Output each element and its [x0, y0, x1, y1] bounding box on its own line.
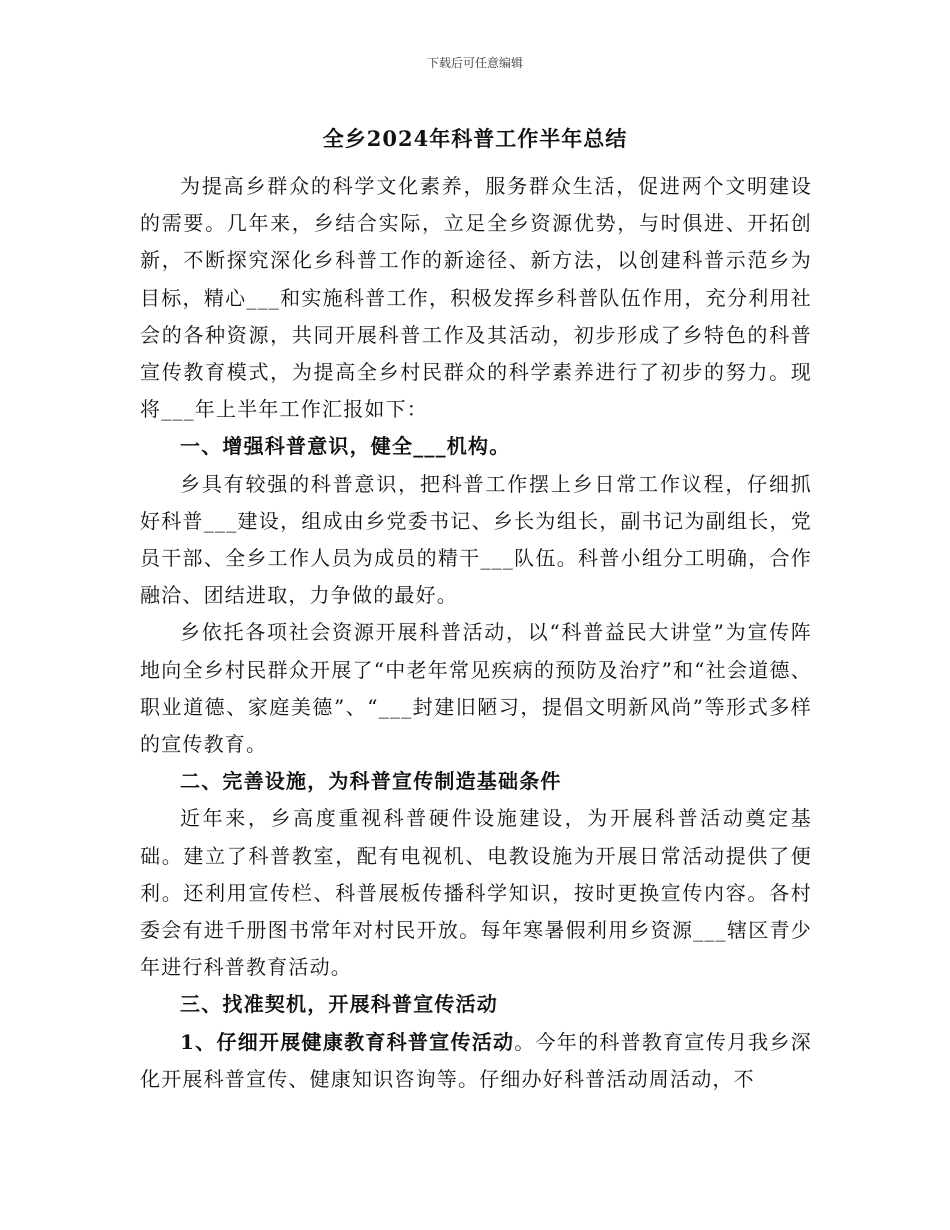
page-title: 全乡2024年科普工作半年总结: [322, 126, 628, 151]
paragraph-activities: 乡依托各项社会资源开展科普活动，以“科普益民大讲堂”为宣传阵地向全乡村民群众开展了“中老年常见疾病的预防及治疗”和“社会道德、职业道德、家庭美德”、“___封建旧陋习，提倡文明新风尚”等形式多样的宣传教育。: [140, 620, 812, 757]
header-note: 下载后可任意编辑: [426, 56, 523, 70]
section-heading-3: 三、找准契机，开展科普宣传活动: [180, 992, 498, 1017]
paragraph-awareness: 乡具有较强的科普意识，把科普工作摆上乡日常工作议程，仔细抓好科普___建设，组成由乡党委书记、乡长为组长，副书记为副组长，党员干部、全乡工作人员为成员的精干___队伍。科普小组分工明确，合作融洽、团结进取，力争做的最好。: [140, 471, 812, 608]
paragraph-rest-text: 。今年的科普教育宣传月我乡深化开展科普宣传、健康知识咨询等。仔细办好科普活动周活动，不: [140, 1029, 812, 1091]
section-heading-2: 二、完善设施，为科普宣传制造基础条件: [180, 769, 562, 794]
document-body: [140, 168, 812, 1098]
section-heading-1: 一、增强科普意识，健全___机构。: [180, 434, 511, 459]
paragraph-health-education: [140, 1024, 812, 1098]
paragraph-lead-text: 1、仔细开展健康教育科普宣传活动: [180, 1029, 515, 1054]
paragraph-intro: 为提高乡群众的科学文化素养，服务群众生活，促进两个文明建设的需要。几年来，乡结合实际，立足全乡资源优势，与时俱进、开拓创新，不断探究深化乡科普工作的新途径、新方法，以创建科普示范乡为目标，精心___和实施科普工作，积极发挥乡科普队伍作用，充分利用社会的各种资源，共同开展科普工作及其活动，初步形成了乡特色的科普宣传教育模式，为提高全乡村民群众的科学素养进行了初步的努力。现将___年上半年工作汇报如下：: [140, 174, 812, 422]
paragraph-facilities: 近年来，乡高度重视科普硬件设施建设，为开展科普活动奠定基础。建立了科普教室，配有电视机、电教设施为开展日常活动提供了便利。还利用宣传栏、科普展板传播科学知识，按时更换宣传内容。各村委会有进千册图书常年对村民开放。每年寒暑假利用乡资源___辖区青少年进行科普教育活动。: [140, 806, 812, 980]
